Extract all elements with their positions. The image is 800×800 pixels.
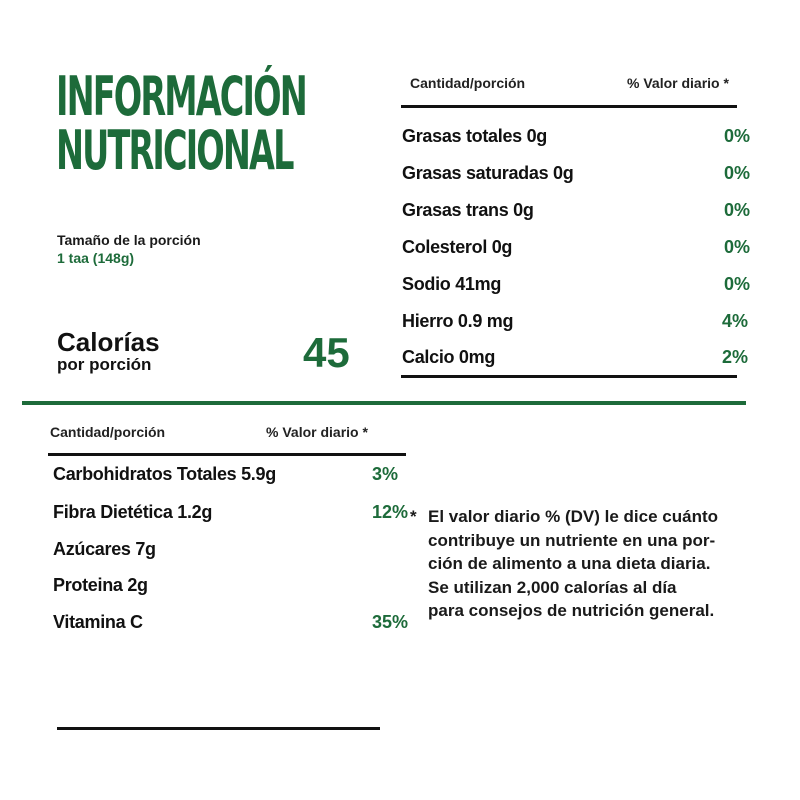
top-row-label: Grasas saturadas 0g xyxy=(402,163,574,183)
top-table-header-dv: % Valor diario * xyxy=(627,75,729,91)
top-row-pct: 0% xyxy=(723,126,750,146)
top-table-header-rule xyxy=(401,105,737,108)
calories-value: 45 xyxy=(303,329,350,376)
serving-size-value: 1 taa (148g) xyxy=(57,250,135,266)
bottom-row-label: Carbohidratos Totales 5.9g xyxy=(53,464,276,484)
calories-sublabel: por porción xyxy=(57,355,152,374)
top-row-label: Sodio 41mg xyxy=(402,274,502,294)
footnote-asterisk: * xyxy=(410,507,417,526)
top-row-label: Colesterol 0g xyxy=(402,237,513,257)
top-row-pct: 2% xyxy=(721,347,748,367)
title-line-2: NUTRICIONAL xyxy=(56,119,293,182)
bottom-table-header-dv: % Valor diario * xyxy=(266,424,368,440)
top-row-label: Calcio 0mg xyxy=(402,347,496,367)
calories-label: Calorías xyxy=(57,327,160,357)
top-row-label: Grasas totales 0g xyxy=(402,126,547,146)
bottom-row-pct: 35% xyxy=(371,612,408,632)
bottom-table-header-rule xyxy=(48,453,406,456)
footnote-line: El valor diario % (DV) le dice cuánto xyxy=(428,507,719,526)
top-row-pct: 0% xyxy=(723,274,750,294)
top-row-pct: 0% xyxy=(723,163,750,183)
top-row-label: Hierro 0.9 mg xyxy=(402,311,514,331)
daily-value-footnote xyxy=(410,505,760,623)
bottom-row-label: Azúcares 7g xyxy=(53,539,156,559)
serving-size-label: Tamaño de la porción xyxy=(57,232,201,248)
top-row-pct: 0% xyxy=(723,237,750,257)
top-row-label: Grasas trans 0g xyxy=(402,200,534,220)
title-line-1: INFORMACIÓN xyxy=(56,65,306,128)
bottom-row-pct: 12% xyxy=(371,502,408,522)
bottom-table-footer-rule xyxy=(57,727,380,730)
bottom-row-label: Proteina 2g xyxy=(53,575,148,595)
top-table-header-amount: Cantidad/porción xyxy=(410,75,526,91)
footnote-line: ción de alimento a una dieta diaria. xyxy=(428,554,711,573)
top-row-pct: 0% xyxy=(723,200,750,220)
top-row-pct: 4% xyxy=(721,311,748,331)
top-table-footer-rule xyxy=(401,375,737,378)
bottom-row-label: Fibra Dietética 1.2g xyxy=(53,502,213,522)
footnote-line: para consejos de nutrición general. xyxy=(428,601,715,620)
footnote-line: Se utilizan 2,000 calorías al día xyxy=(428,577,677,597)
bottom-table-header-amount: Cantidad/porción xyxy=(50,424,166,440)
footnote-line: contribuye un nutriente en una por- xyxy=(428,530,716,550)
bottom-row-label: Vitamina C xyxy=(53,612,143,632)
bottom-row-pct: 3% xyxy=(371,464,398,484)
